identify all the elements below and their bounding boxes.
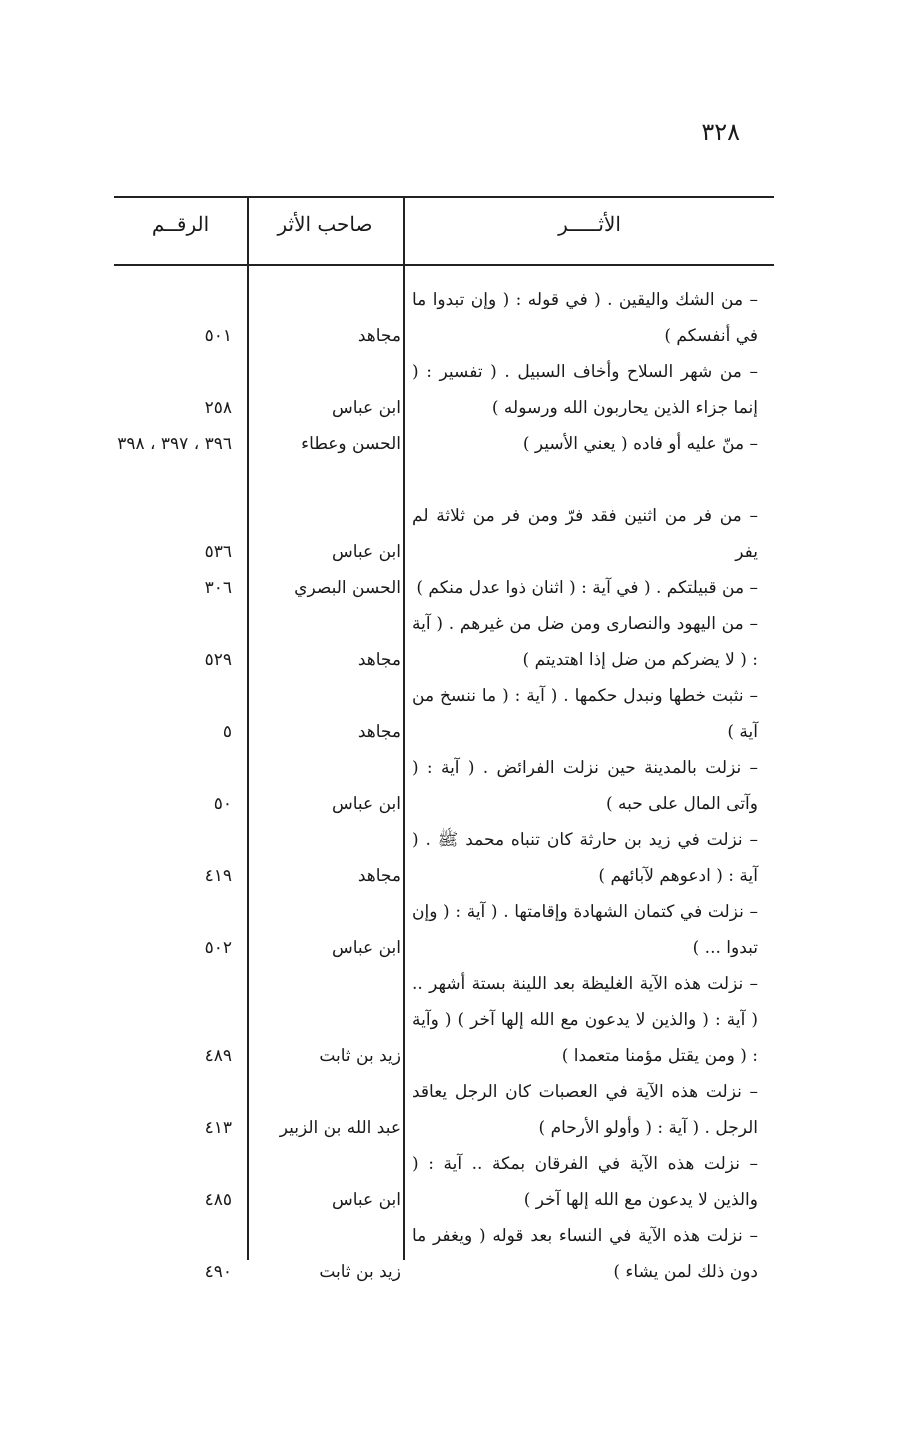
- source-name: مجاهد: [357, 326, 401, 346]
- athar-text: – نزلت هذه الآية في العصبات كان الرجل يعاقد الرجل . ( آية : ( وأولو الأرحام ): [412, 1082, 758, 1138]
- reference-number: ٣٩٦ ، ٣٩٧ ، ٣٩٨: [117, 434, 232, 454]
- reference-number: ٥٣٦: [204, 542, 232, 562]
- reference-number: ٥٠١: [204, 326, 232, 346]
- source-name: الحسن وعطاء: [301, 434, 401, 454]
- header-number: الرقــم: [151, 212, 210, 236]
- reference-number: ٤١٣: [204, 1118, 232, 1138]
- source-name: الحسن البصري: [294, 578, 401, 598]
- reference-number: ٤٩٠: [204, 1262, 232, 1282]
- reference-number: ٥٢٩: [204, 650, 232, 670]
- athar-text: – من فر من اثنين فقد فرّ ومن فر من ثلاثة لم يفر: [412, 506, 758, 562]
- table-header: [114, 198, 774, 266]
- athar-text: – من قبيلتكم . ( في آية : ( اثنان ذوا عدل منكم ): [416, 578, 758, 598]
- athar-text: – من شهر السلاح وأخاف السبيل . ( تفسير : ( إنما جزاء الذين يحاربون الله ورسوله ): [412, 362, 758, 418]
- reference-number: ٥: [222, 722, 232, 742]
- column-divider: [247, 198, 249, 1260]
- source-name: ابن عباس: [331, 398, 401, 418]
- header-athar: الأثـــــر: [558, 212, 621, 236]
- athar-text: – من الشك واليقين . ( في قوله : ( وإن تبدوا ما في أنفسكم ): [412, 290, 758, 346]
- reference-number: ٥٠: [213, 794, 232, 814]
- athar-text: – نزلت هذه الآية الغليظة بعد اللينة بستة أشهر .. ( آية : ( والذين لا يدعون مع الله إلها آخر ) ( وآية : ( ومن يقتل مؤمنا متعمدا ): [412, 974, 758, 1066]
- athar-text: – نزلت هذه الآية في الفرقان بمكة .. آية : ( والذين لا يدعون مع الله إلها آخر ): [412, 1154, 758, 1210]
- column-divider: [403, 198, 405, 1260]
- athar-text: – نزلت في زيد بن حارثة كان تنباه محمد ﷺ . ( آية : ( ادعوهم لآبائهم ): [412, 830, 758, 886]
- athar-text: – منّ عليه أو فاده ( يعني الأسير ): [522, 434, 758, 454]
- reference-number: ٤٨٩: [204, 1046, 232, 1066]
- source-name: مجاهد: [357, 722, 401, 742]
- source-name: عبد الله بن الزبير: [279, 1118, 401, 1138]
- header-source: صاحب الأثر: [277, 212, 373, 236]
- athar-text: – نثبت خطها ونبدل حكمها . ( آية : ( ما ننسخ من آية ): [412, 686, 758, 742]
- athar-text: – نزلت هذه الآية في النساء بعد قوله ( ويغفر ما دون ذلك لمن يشاء ): [412, 1226, 758, 1282]
- source-name: ابن عباس: [331, 794, 401, 814]
- reference-number: ٥٠٢: [204, 938, 232, 958]
- source-name: زيد بن ثابت: [319, 1262, 401, 1282]
- athar-text: – نزلت في كتمان الشهادة وإقامتها . ( آية : ( وإن تبدوا ... ): [412, 902, 758, 958]
- reference-number: ٢٥٨: [204, 398, 232, 418]
- source-name: مجاهد: [357, 650, 401, 670]
- source-name: زيد بن ثابت: [319, 1046, 401, 1066]
- page-number: ٣٢٨: [701, 118, 740, 146]
- reference-number: ٣٠٦: [204, 578, 232, 598]
- source-name: ابن عباس: [331, 1190, 401, 1210]
- reference-number: ٤١٩: [204, 866, 232, 886]
- source-name: مجاهد: [357, 866, 401, 886]
- reference-number: ٤٨٥: [204, 1190, 232, 1210]
- athar-text: – من اليهود والنصارى ومن ضل من غيرهم . ( آية : ( لا يضركم من ضل إذا اهتديتم ): [412, 614, 758, 670]
- source-name: ابن عباس: [331, 938, 401, 958]
- source-name: ابن عباس: [331, 542, 401, 562]
- athar-index-table: [114, 196, 774, 1282]
- athar-text: – نزلت بالمدينة حين نزلت الفرائض . ( آية : ( وآتى المال على حبه ): [412, 758, 758, 814]
